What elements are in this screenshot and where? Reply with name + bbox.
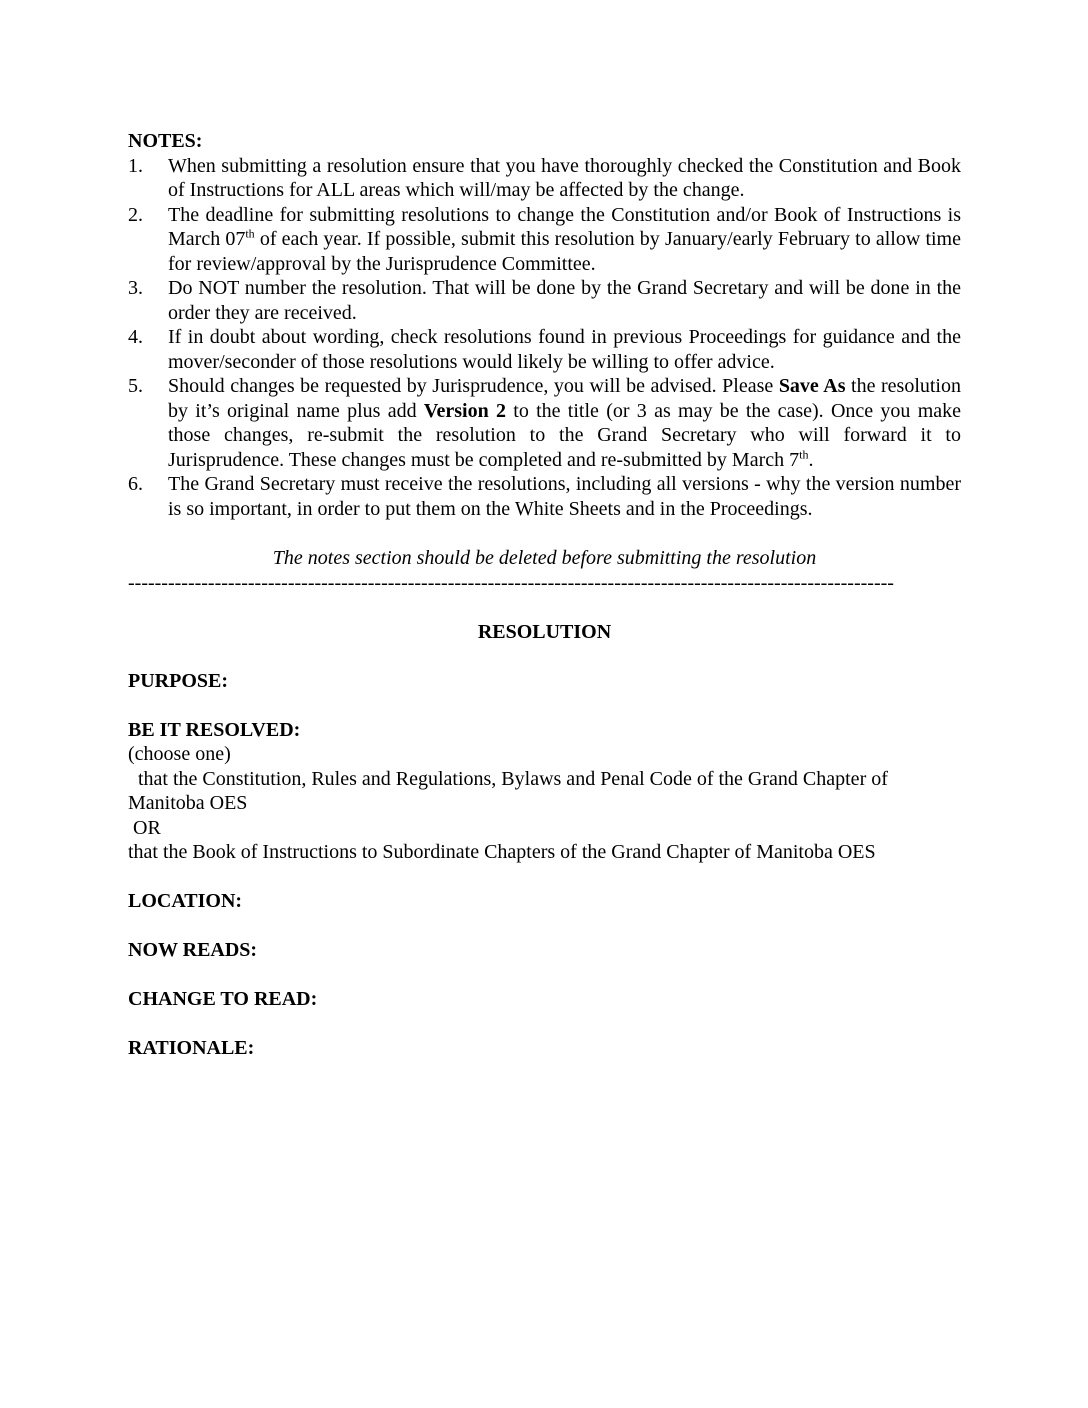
note-number: 6.: [128, 473, 143, 495]
note-item-6: [128, 472, 961, 521]
option-book-of-instructions: that the Book of Instructions to Subordinate Chapters of the Grand Chapter of Manitoba OES: [128, 841, 876, 863]
note-number: 1.: [128, 154, 143, 177]
notes-deletion-instruction: The notes section should be deleted before submitting the resolution: [272, 547, 817, 569]
choose-one-instruction: (choose one): [128, 743, 231, 765]
note-item-2: [128, 203, 961, 277]
document-content: [128, 129, 961, 1061]
note-number: 5.: [128, 375, 143, 397]
note-text: .: [808, 448, 814, 471]
now-reads-label: NOW READS:: [128, 939, 258, 961]
option-constitution: that the Constitution, Rules and Regulations, Bylaws and Penal Code of the Grand Chapter of Manitoba OES: [128, 767, 888, 814]
note-number: 2.: [128, 203, 143, 226]
note-text: the resolution by it’s original name plus add: [168, 375, 961, 422]
note-number: 4.: [128, 326, 143, 348]
note-text: to the title (or 3 as may be the case). Once you make those changes, re-submit the resolution to the Grand Secretary who will forward it to Jurisprudence. These changes must be completed and re-submitted by March 7: [168, 399, 962, 471]
purpose-label: PURPOSE:: [128, 669, 228, 692]
version-2-emphasis: Version 2: [423, 399, 506, 422]
note-item-3: [128, 276, 961, 325]
or-separator: OR: [133, 816, 161, 839]
resolution-title: RESOLUTION: [477, 620, 612, 643]
be-it-resolved-label: BE IT RESOLVED:: [128, 718, 301, 741]
ordinal-suffix: th: [245, 226, 255, 241]
separator-line: -------------------------------------------------------------------------------------------------------------------: [128, 571, 894, 594]
note-item-5: [128, 374, 961, 472]
note-text: Do NOT number the resolution. That will be done by the Grand Secretary and will be done in the order they are received.: [168, 277, 961, 324]
rationale-label: RATIONALE:: [128, 1037, 255, 1059]
notes-heading: NOTES:: [128, 130, 203, 152]
note-text: The deadline for submitting resolutions to change the Constitution and/or Book of Instructions is March 07: [168, 203, 961, 250]
note-text: When submitting a resolution ensure that you have thoroughly checked the Constitution and Book of Instructions for ALL areas which will/may be affected by the change.: [168, 154, 961, 201]
note-item-4: [128, 325, 961, 374]
change-to-read-label: CHANGE TO READ:: [128, 988, 318, 1010]
notes-list: [128, 154, 961, 522]
location-label: LOCATION:: [128, 890, 243, 912]
note-text: If in doubt about wording, check resolutions found in previous Proceedings for guidance and the mover/seconder of those resolutions would likely be willing to offer advice.: [168, 326, 961, 373]
note-number: 3.: [128, 277, 143, 299]
note-text: Should changes be requested by Jurisprudence, you will be advised. Please: [168, 375, 779, 397]
note-text: of each year. If possible, submit this resolution by January/early February to allow time for review/approval by the Jurisprudence Committee.: [168, 228, 961, 275]
note-item-1: [128, 154, 961, 203]
note-text: The Grand Secretary must receive the resolutions, including all versions - why the version number is so important, in order to put them on the White Sheets and in the Proceedings.: [168, 473, 961, 520]
save-as-emphasis: Save As: [778, 375, 846, 397]
ordinal-suffix: th: [799, 446, 809, 461]
